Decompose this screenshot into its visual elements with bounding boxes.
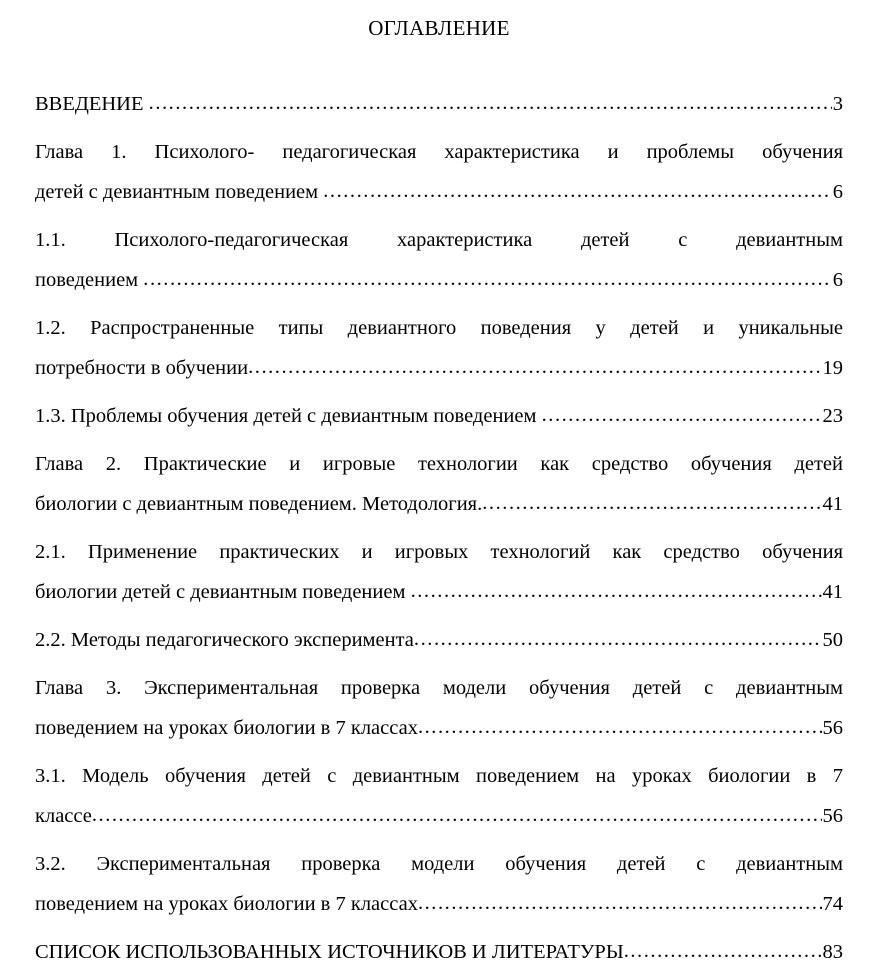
toc-leader-line: [35, 884, 843, 924]
toc-entry[interactable]: [35, 220, 843, 300]
toc-entry-label: потребности в обучении: [35, 357, 249, 379]
toc-leader-line: [35, 620, 843, 660]
toc-leader-line: [35, 484, 843, 524]
toc-entry[interactable]: [35, 532, 843, 612]
dot-leader: [418, 883, 822, 923]
dot-leader: [482, 483, 821, 523]
toc-leader-line: [35, 348, 843, 388]
dot-leader: [143, 259, 831, 299]
toc-page-number: 19: [822, 357, 843, 379]
toc-entry[interactable]: [35, 668, 843, 748]
toc-entry-line: Глава 3. Экспериментальная проверка модели обучения детей с девиантным: [35, 677, 843, 699]
toc-page-number: 6: [832, 269, 843, 291]
toc-entry[interactable]: [35, 932, 843, 972]
toc-entry-label: поведением на уроках биологии в 7 классах: [35, 893, 418, 915]
toc-page-number: 3: [832, 93, 843, 115]
toc-list: [35, 84, 843, 972]
toc-leader-line: [35, 708, 843, 748]
toc-leader-line: [35, 396, 843, 436]
toc-leader-line: [35, 172, 843, 212]
toc-entry-line: 3.1. Модель обучения детей с девиантным поведением на уроках биологии в 7: [35, 765, 843, 787]
dot-leader: [411, 571, 822, 611]
toc-entry-label: классе: [35, 805, 92, 827]
toc-leader-line: [35, 260, 843, 300]
toc-entry[interactable]: [35, 844, 843, 924]
toc-entry-line: 1.2. Распространенные типы девиантного поведения у детей и уникальные: [35, 317, 843, 339]
toc-page-number: 74: [822, 893, 843, 915]
toc-leader-line: [35, 84, 843, 124]
toc-entry-label: СПИСОК ИСПОЛЬЗОВАННЫХ ИСТОЧНИКОВ И ЛИТЕРАТУРЫ: [35, 941, 624, 963]
toc-page-number: 56: [822, 805, 843, 827]
toc-entry[interactable]: [35, 444, 843, 524]
dot-leader: [248, 347, 821, 387]
toc-page-number: 41: [822, 581, 843, 603]
toc-entry-label: поведением: [35, 269, 144, 291]
toc-entry-line: 2.1. Применение практических и игровых технологий как средство обучения: [35, 541, 843, 563]
toc-leader-line: [35, 796, 843, 836]
toc-entry-line: Глава 1. Психолого- педагогическая характеристика и проблемы обучения: [35, 141, 843, 163]
dot-leader: [418, 707, 822, 747]
toc-page-number: 6: [832, 181, 843, 203]
dot-leader: [92, 795, 822, 835]
toc-entry[interactable]: [35, 756, 843, 836]
toc-entry[interactable]: [35, 132, 843, 212]
toc-entry-label: поведением на уроках биологии в 7 классах: [35, 717, 418, 739]
toc-page-number: 56: [822, 717, 843, 739]
dot-leader: [149, 83, 832, 123]
toc-page-number: 83: [822, 941, 843, 963]
toc-entry-label: биологии детей с девиантным поведением: [35, 581, 411, 603]
toc-page-number: 41: [822, 493, 843, 515]
toc-leader-line: [35, 932, 843, 972]
dot-leader: [542, 395, 822, 435]
toc-page-number: 50: [822, 629, 843, 651]
toc-page-number: 23: [822, 405, 843, 427]
toc-leader-line: [35, 572, 843, 612]
dot-leader: [624, 931, 822, 971]
toc-entry-line: 1.1. Психолого-педагогическая характеристика детей с девиантным: [35, 229, 843, 251]
page-title: ОГЛАВЛЕНИЕ: [368, 16, 510, 40]
toc-entry-label: 1.3. Проблемы обучения детей с девиантным поведением: [35, 405, 542, 427]
toc-entry[interactable]: [35, 396, 843, 436]
toc-entry-line: Глава 2. Практические и игровые технологии как средство обучения детей: [35, 453, 843, 475]
dot-leader: [323, 171, 832, 211]
dot-leader: [414, 619, 822, 659]
toc-entry-label: детей с девиантным поведением: [35, 181, 324, 203]
toc-entry-label: ВВЕДЕНИЕ: [35, 93, 149, 115]
toc-entry[interactable]: [35, 308, 843, 388]
toc-entry[interactable]: [35, 620, 843, 660]
toc-entry-label: биологии с девиантным поведением. Методология.: [35, 493, 483, 515]
toc-entry[interactable]: [35, 84, 843, 124]
toc-entry-label: 2.2. Методы педагогического эксперимента: [35, 629, 414, 651]
toc-entry-line: 3.2. Экспериментальная проверка модели обучения детей с девиантным: [35, 853, 843, 875]
